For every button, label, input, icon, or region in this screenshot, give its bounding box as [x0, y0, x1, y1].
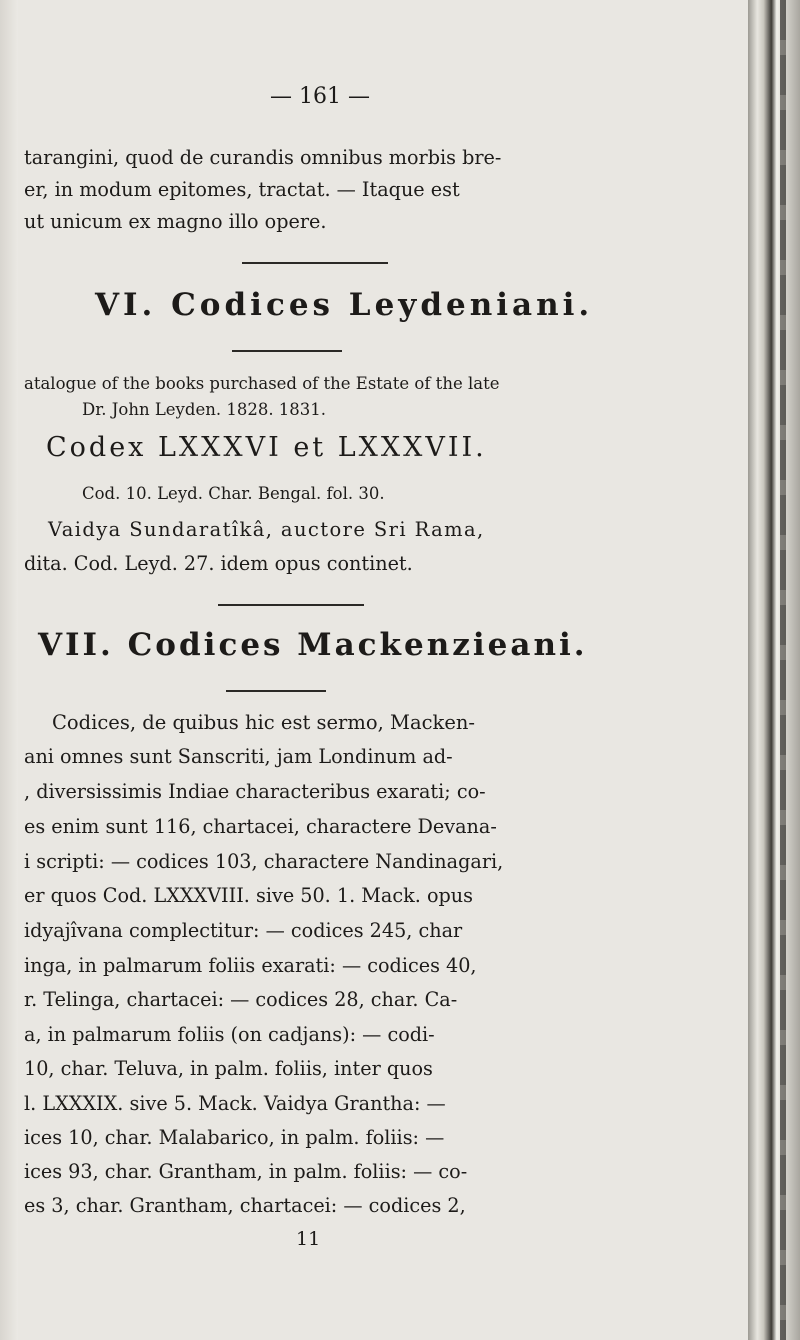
catalogue-line-1: atalogue of the books purchased of the Estate of the late — [24, 374, 500, 393]
divider-rule — [218, 604, 364, 606]
divider-rule — [232, 350, 342, 352]
section7-line: ices 93, char. Grantham, in palm. foliis: — co- — [24, 1160, 468, 1183]
section7-line: ani omnes sunt Sanscriti, jam Londinum ad- — [24, 745, 453, 768]
codex-reference: Cod. 10. Leyd. Char. Bengal. fol. 30. — [82, 484, 385, 503]
section7-heading: VII. Codices Mackenzieani. — [38, 627, 588, 663]
section7-line: a, in palmarum foliis (on cadjans): — codi- — [24, 1023, 435, 1046]
intro-line-3: ut unicum ex magno illo opere. — [24, 210, 327, 233]
section7-line: er quos Cod. LXXXVIII. sive 50. 1. Mack. opus — [24, 884, 473, 907]
section7-line: i scripti: — codices 103, charactere Nandinagari, — [24, 850, 504, 873]
section7-line: r. Telinga, chartacei: — codices 28, char. Ca- — [24, 988, 458, 1011]
section7-line: ices 10, char. Malabarico, in palm. foliis: — — [24, 1126, 445, 1149]
page-number-header: — 161 — — [270, 84, 370, 109]
section7-line: es 3, char. Grantham, chartacei: — codices 2, — [24, 1194, 466, 1217]
section6-heading: VI. Codices Leydeniani. — [95, 287, 594, 323]
divider-rule — [226, 690, 326, 692]
divider-rule — [242, 262, 388, 264]
section7-line: , diversissimis Indiae characteribus exarati; co- — [24, 780, 486, 803]
section6-text-line-2: dita. Cod. Leyd. 27. idem opus continet. — [24, 552, 413, 575]
section7-line: l. LXXXIX. sive 5. Mack. Vaidya Grantha: — — [24, 1092, 446, 1115]
codex-heading: Codex LXXXVI et LXXXVII. — [46, 432, 487, 463]
catalogue-line-2: Dr. John Leyden. 1828. 1831. — [82, 400, 327, 419]
intro-line-1: tarangini, quod de curandis omnibus morbis bre- — [24, 146, 502, 169]
section7-line: Codices, de quibus hic est sermo, Macken- — [52, 711, 476, 734]
intro-line-2: er, in modum epitomes, tractat. — Itaque est — [24, 178, 460, 201]
section6-text-line-1: Vaidya Sundaratîkâ, auctore Sri Rama, — [48, 518, 485, 541]
section7-line: inga, in palmarum foliis exarati: — codices 40, — [24, 954, 477, 977]
section7-line: 10, char. Teluva, in palm. foliis, inter quos — [24, 1057, 433, 1080]
section7-line: es enim sunt 116, chartacei, charactere Devana- — [24, 815, 497, 838]
book-gutter — [748, 0, 800, 1340]
section7-line: idyajîvana complectitur: — codices 245, char — [24, 919, 463, 942]
gutter-binding — [780, 0, 786, 1340]
signature-mark: 11 — [296, 1228, 321, 1250]
